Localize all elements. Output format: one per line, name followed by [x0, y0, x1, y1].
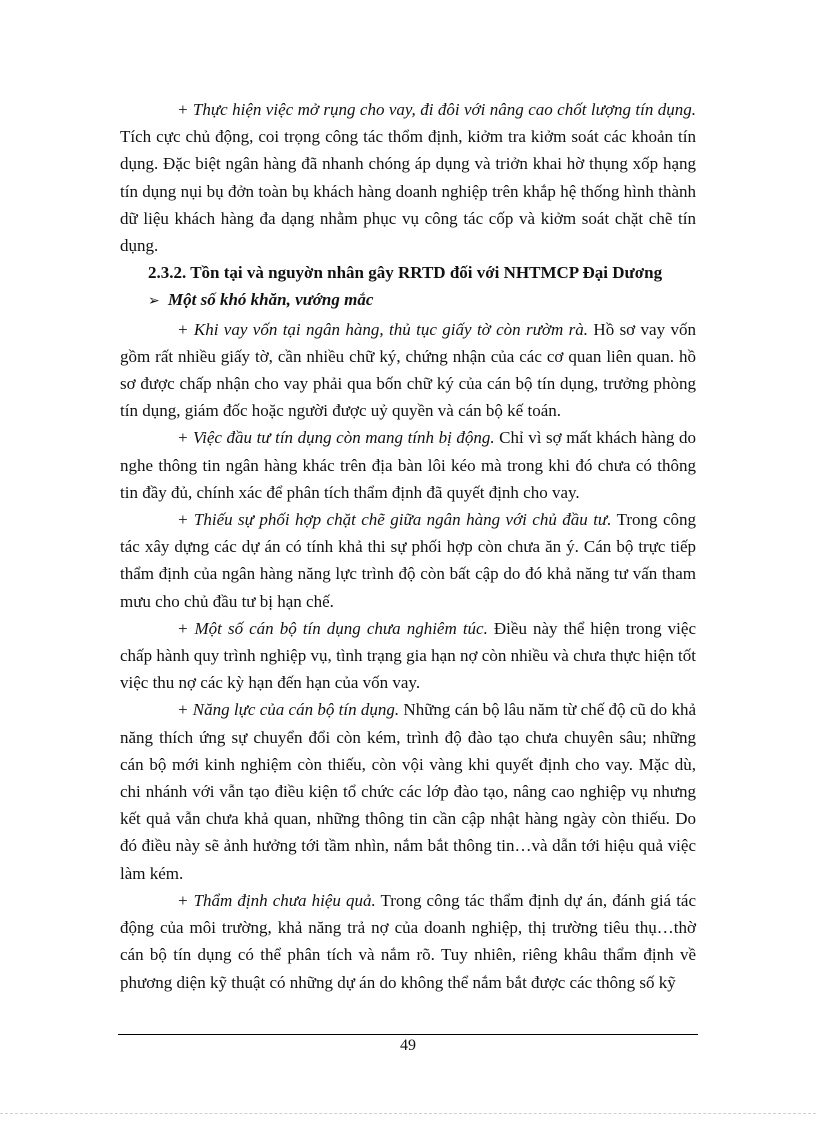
paragraph-coordination [120, 506, 696, 615]
page-content [120, 96, 696, 996]
arrow-bullet-icon: ➢ [148, 293, 160, 310]
paragraph-lead: + Thiếu sự phối hợp chặt chẽ giữa ngân hàng với chủ đầu tư. [177, 510, 612, 530]
page-boundary-line [0, 1113, 816, 1114]
subheading [120, 286, 696, 315]
subheading-text: Một số khó khăn, vướng mắc [168, 290, 374, 310]
paragraph-credit-expansion [120, 96, 696, 259]
paragraph-body: Điều này thể hiện trong việc chấp hành quy trình nghiệp vụ, tình trạng gia hạn nợ còn nhiều và chưa thực hiện tốt việc thu nợ các kỳ hạn đến hạn của vốn vay. [120, 618, 696, 693]
paragraph-body: Hồ sơ vay vốn gồm rất nhiều giấy tờ, cần nhiều chữ ký, chứng nhận của các cơ quan liên quan. hồ sơ được chấp nhận cho vay phải qua bốn chữ ký của cán bộ tín dụng, trưởng phòng tín dụng, giám đốc hoặc người được uỷ quyền và cán bộ kế toán. [120, 319, 696, 421]
footer-divider [118, 1034, 698, 1035]
paragraph-officer-discipline [120, 615, 696, 697]
paragraph-passive-investment [120, 424, 696, 506]
paragraph-body: Chỉ vì sợ mất khách hàng do nghe thông tin ngân hàng khác trên địa bàn lôi kéo mà trong khi đó chưa có thông tin đầy đủ, chính xác để phân tích thẩm định đã quyết định cho vay. [120, 428, 696, 502]
paragraph-appraisal [120, 887, 696, 996]
section-heading: 2.3.2. Tồn tại và nguyờn nhân gây RRTD đối với NHTMCP Đại Dương [148, 263, 663, 283]
paragraph-officer-capacity [120, 696, 696, 886]
paragraph-lead: + Một số cán bộ tín dụng chưa nghiêm túc. [177, 618, 488, 638]
paragraph-body: Trong công tác xây dựng các dự án có tính khả thi sự phối hợp còn chưa ăn ý. Cán bộ trực tiếp thẩm định của ngân hàng năng lực trình độ còn bất cập do đó khả năng tư vấn tham mưu cho chủ đầu tư bị hạn chế. [120, 510, 696, 611]
paragraph-lead: + Việc đầu tư tín dụng còn mang tính bị động. [177, 428, 495, 448]
paragraph-lead: + Thẩm định chưa hiệu quả. [177, 890, 376, 910]
paragraph-lead: + Năng lực của cán bộ tín dụng. [177, 700, 400, 720]
paragraph-lead: + Khi vay vốn tại ngân hàng, thủ tục giấy tờ còn rườm rà. [177, 319, 589, 339]
page-number: 49 [400, 1037, 416, 1054]
paragraph-body: Trong công tác thẩm định dự án, đánh giá tác động của môi trường, khả năng trả nợ của doanh nghiệp, thị trường tiêu thụ…thờ cán bộ tín dụng có thể phân tích và nắm rõ. Tuy nhiên, riêng khâu thẩm định về phương diện kỹ thuật có những dự án do không thể nắm bắt được các thông số kỹ [120, 890, 697, 992]
paragraph-body: Tích cực chủ động, coi trọng công tác thổm định, kiởm tra kiởm soát các khoản tín dụng. Đặc biệt ngân hàng đã nhanh chóng áp dụng và triởn khai hờ thụng xốp hạng tín dụng nụi bụ đởn toàn bụ khách hàng doanh nghiệp trên khắp hệ thống hình thành dữ liệu khách hàng đa dạng nhằm phục vụ công tác cốp và kiởm soát chặt chẽ tín dụng. [120, 127, 696, 256]
paragraph-lead: + Thực hiện việc mở rụng cho vay, đi đôi với nâng cao chốt lượng tín dụng. [177, 100, 696, 119]
paragraph-body: Những cán bộ lâu năm từ chế độ cũ do khả năng thích ứng sự chuyển đổi còn kém, trình độ đào tạo chưa chuyên sâu; những cán bộ mới kinh nghiệm còn thiếu, còn vội vàng khi quyết định cho vay. Mặc dù, chi nhánh với vẫn tạo điều kiện tổ chức các lớp đào tạo, nâng cao nghiệp vụ nhưng kết quả vẫn chưa khả quan, những thông tin cần cập nhật hàng ngày còn thiếu. Do đó điều này sẽ ảnh hưởng tới tầm nhìn, nắm bắt thông tin…và dẫn tới hiệu quả việc làm kém. [120, 700, 697, 883]
paragraph-procedures [120, 316, 696, 425]
